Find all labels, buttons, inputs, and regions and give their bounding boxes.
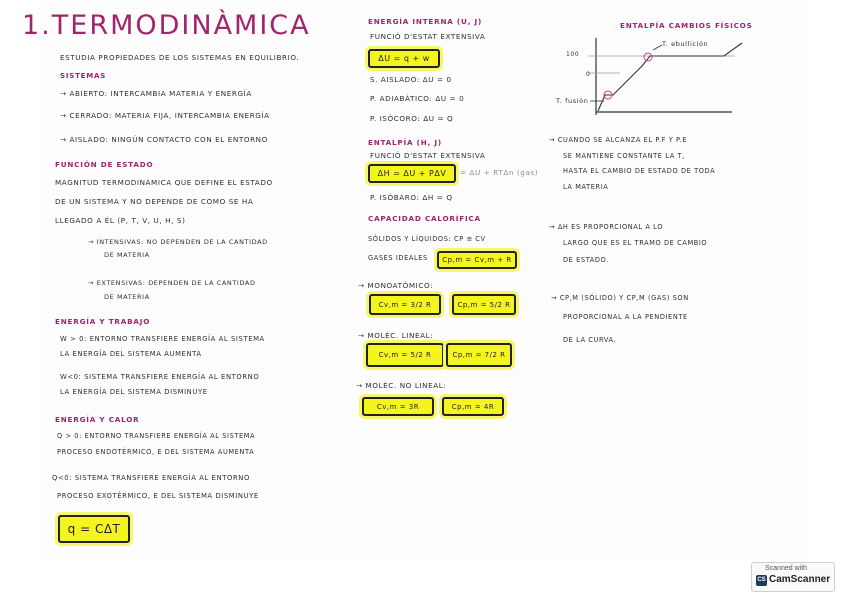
energia-interna-sub: FUNCIÓ D'ESTAT EXTENSIVA: [370, 32, 486, 41]
sistema-aislado: → AISLADO: NINGÚN CONTACTO CON EL ENTORNO: [60, 135, 268, 144]
h-gas-note: = ΔU + RTΔn (gas): [460, 168, 539, 177]
q-formula-box: q = CΔT: [58, 515, 130, 543]
extensivas-line-2: DE MATERIA: [104, 293, 150, 301]
u-formula-box: ΔU = q + w: [368, 49, 440, 68]
w-positive-line-2: LA ENERGÍA DEL SISTEMA AUMENTA: [60, 350, 202, 358]
h-isobaro: P. ISÒBARO: ΔH = Q: [370, 193, 453, 202]
intensivas-line-1: → INTENSIVAS: NO DEPENDEN DE LA CANTIDAD: [88, 238, 268, 246]
nolineal-cv-box: Cv,m = 3R: [362, 397, 434, 416]
t-fusion-label: T. fusión: [556, 97, 589, 105]
mono-cv-box: Cv,m = 3/2 R: [369, 294, 441, 315]
u-adiabatico: P. ADIABÀTICO: ΔU = 0: [370, 94, 465, 103]
monoatomico-label: → MONOATÓMICO:: [358, 281, 434, 290]
note2-line-3: DE ESTADO.: [563, 256, 609, 264]
intensivas-line-2: DE MATERIA: [104, 251, 150, 259]
funcion-line-2: DE UN SISTEMA Y NO DEPENDE DE COMO SE HA: [55, 197, 254, 206]
note3-line-2: PROPORCIONAL A LA PENDIENTE: [563, 313, 688, 321]
camscanner-badge: [751, 562, 835, 592]
t-ebullicion-label: T. ebullición: [662, 40, 709, 48]
mono-cp-box: Cp,m = 5/2 R: [452, 294, 516, 315]
intro-text: ESTUDIA PROPIEDADES DE LOS SISTEMAS EN EQUILIBRIO.: [60, 53, 300, 62]
note3-line-3: DE LA CURVA.: [563, 336, 617, 344]
q-negative-line-1: Q<0: SISTEMA TRANSFIERE ENERGÍA AL ENTORNO: [52, 474, 250, 482]
y-tick-100: 100: [566, 51, 580, 58]
h-formula-box: ΔH = ΔU + PΔV: [368, 164, 456, 183]
note1-line-2: SE MANTIENE CONSTANTE LA T,: [563, 152, 685, 160]
q-positive-line-2: PROCESO ENDOTÉRMICO, E DEL SISTEMA AUMENTA: [57, 448, 255, 456]
energia-calor-heading: ENERGÍA Y CALOR: [55, 415, 140, 424]
lineal-label: → MOLÉC. LINEAL:: [358, 331, 434, 340]
u-isocoro: P. ISÒCORO: ΔU = Q: [370, 114, 454, 123]
entalpia-sub: FUNCIÓ D'ESTAT EXTENSIVA: [370, 151, 486, 160]
graph-heading: ENTALPÍA CAMBIOS FÍSICOS: [620, 21, 753, 30]
extensivas-line-1: → EXTENSIVAS: DEPENDEN DE LA CANTIDAD: [88, 279, 256, 287]
w-positive-line-1: W > 0: ENTORNO TRANSFIERE ENERGÍA AL SISTEMA: [60, 335, 265, 343]
note1-line-1: → CUANDO SE ALCANZA EL P.F Y P.E: [549, 136, 688, 144]
capacidad-solidos: SÓLIDOS Y LÍQUIDOS: CP ≅ CV: [368, 235, 486, 243]
lineal-cv-box: Cv,m = 5/2 R: [366, 343, 444, 367]
note1-line-3: HASTA EL CAMBIO DE ESTADO DE TODA: [563, 167, 716, 175]
sistemas-heading: SISTEMAS: [60, 72, 107, 80]
sistema-cerrado: → CERRADO: MATERIA FIJA, INTERCAMBIA ENERGÍA: [60, 111, 270, 120]
funcion-line-3: LLEGADO A ÉL (P, T, V, U, H, S): [55, 216, 186, 225]
q-negative-line-2: PROCESO EXOTÉRMICO, E DEL SISTEMA DISMINUYE: [57, 492, 259, 500]
funcion-estado-heading: FUNCIÓN DE ESTADO: [55, 160, 154, 169]
scanned-with-text: Scanned with: [765, 565, 808, 572]
u-aislado: S. AISLADO: ΔU = 0: [370, 75, 452, 84]
w-negative-line-2: LA ENERGÍA DEL SISTEMA DISMINUYE: [60, 388, 208, 396]
capacidad-heading: CAPACIDAD CALORÍFICA: [368, 214, 481, 223]
entalpia-heading: ENTALPÍA (H, J): [368, 138, 442, 147]
lineal-cp-box: Cp,m = 7/2 R: [446, 343, 512, 367]
energia-interna-heading: ENERGÍA INTERNA (U, J): [368, 17, 483, 26]
capacidad-gases: GASES IDEALES: [368, 254, 428, 262]
camscanner-brand: CamScanner: [769, 574, 831, 585]
gases-formula-box: Cp,m = Cv,m + R: [437, 251, 517, 269]
note2-line-1: → ΔH ES PROPORCIONAL A LO: [549, 223, 663, 231]
note3-line-1: → CP,M (SÓLIDO) Y CP,M (GAS) SON: [551, 294, 689, 302]
y-tick-0: 0: [586, 71, 591, 78]
page-title: 1.TERMODINÀMICA: [22, 10, 311, 41]
sistema-abierto: → ABIERTO: INTERCAMBIA MATERIA Y ENERGÍA: [60, 89, 252, 98]
note2-line-2: LARGO QUE ES EL TRAMO DE CAMBIO: [563, 239, 708, 247]
note1-line-4: LA MATERIA: [563, 183, 609, 191]
energia-trabajo-heading: ENERGÍA Y TRABAJO: [55, 317, 151, 326]
funcion-line-1: MAGNITUD TERMODINÁMICA QUE DEFINE EL ESTADO: [55, 178, 273, 187]
camscanner-logo-icon: CS: [756, 575, 767, 586]
nolineal-cp-box: Cp,m = 4R: [442, 397, 504, 416]
w-negative-line-1: W<0: SISTEMA TRANSFIERE ENERGÍA AL ENTORNO: [60, 373, 260, 381]
q-positive-line-1: Q > 0: ENTORNO TRANSFIERE ENERGÍA AL SISTEMA: [57, 432, 256, 440]
nolineal-label: → MOLÉC. NO LINEAL:: [356, 381, 447, 390]
